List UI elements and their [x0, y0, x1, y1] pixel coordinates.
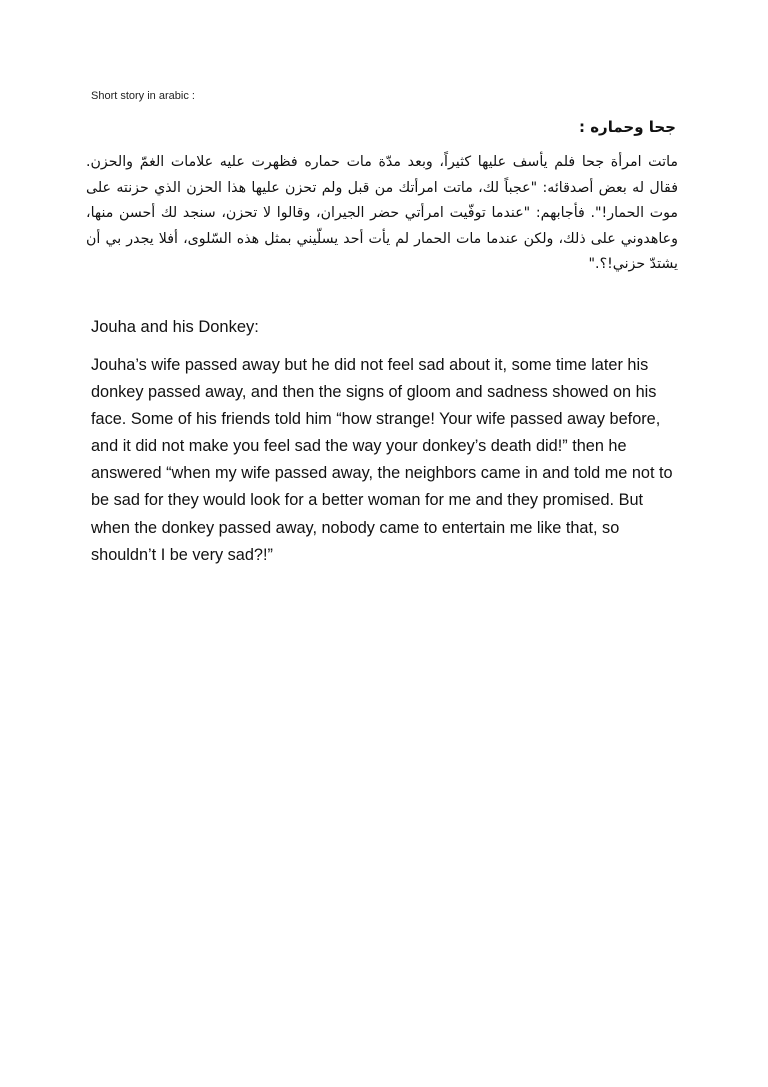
english-story-body: Jouha’s wife passed away but he did not feel sad about it, some time later his donkey passed away, and then the signs of gloom and sadness showed on his face. Some of his friends told him “how strange! Your wife passed away before, and it did not make you feel sad the way your donkey’s death did!” then he answered “when my wife passed away, the neighbors came in and told me not to be sad for they would look for a better woman for me and they promised. But when the donkey passed away, nobody came to entertain me like that, so shouldn’t I be very sad?!”: [91, 356, 673, 564]
english-story-title: Jouha and his Donkey:: [91, 318, 259, 336]
header-note: Short story in arabic :: [91, 90, 195, 102]
arabic-story-body: ماتت امرأة جحا فلم يأسف عليها كثيراً، وبعد مدّة مات حماره فظهرت عليه علامات الغمّ والحزن. فقال له بعض أصدقائه: "عجباً لك، ماتت امرأتك من قبل ولم تحزن عليها هذا الحزن الذي حزنته على موت الحمار!". فأجابهم: "عندما توفّيت امرأتي حضر الجيران، وقالوا لا تحزن، سنجد لك أحسن منها، وعاهدوني على ذلك، ولكن عندما مات الحمار لم يأت أحد يسلّيني بمثل هذه السّلوى، أفلا يجدر بي أن يشتدّ حزني!؟.": [86, 154, 678, 272]
arabic-story-title: جحا وحماره :: [578, 118, 676, 136]
